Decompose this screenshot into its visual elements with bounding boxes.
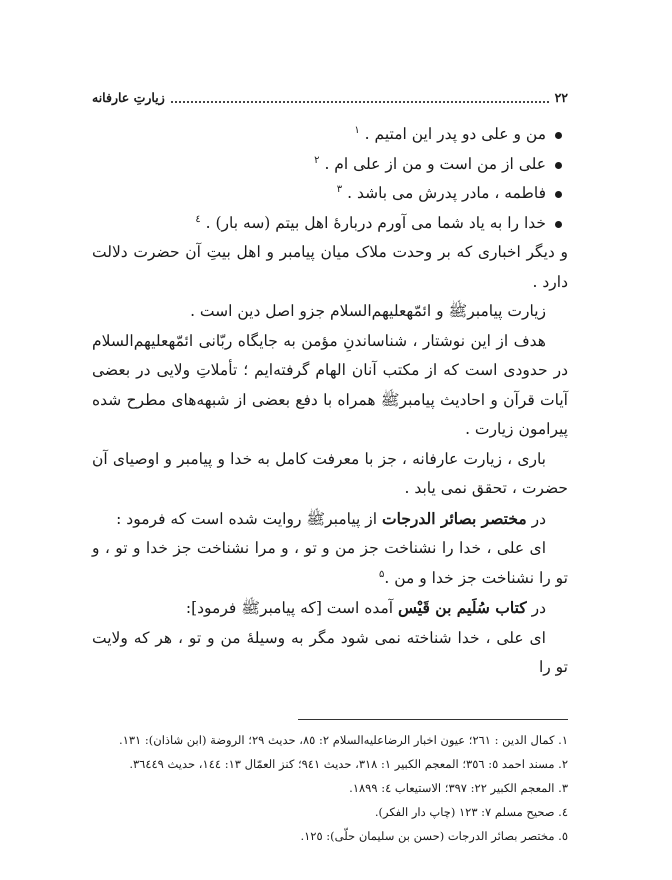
bullet-text: فاطمه ، مادر پدرش می باشد . <box>347 184 546 202</box>
paragraph: باری ، زیارت عارفانه ، جز با معرفت کامل به خدا و پیامبر و اوصیای آن حضرت ، تحقق نمی یابد . <box>92 449 568 497</box>
paragraph: زیارت پیامبرﷺ و ائمّهعليهم‌السلام جزو اصل دین است . <box>190 302 546 320</box>
running-header <box>92 86 568 108</box>
text-run: آمده است [که پیامبرﷺ فرمود]: <box>185 599 399 617</box>
footnote-ref: ۵ <box>379 568 385 580</box>
bullet-item <box>92 209 568 239</box>
footnote: ١. کمال الدین : ٢٦١؛ عیون اخبار الرضاعليه‌السلام ٢: ٨٥، حدیث ٢٩؛ الروضة (ابن شاذان): ١٣١. <box>119 732 568 747</box>
bullet-text: علی از من است و من از علی ام . <box>324 154 546 173</box>
running-title: زیارتِ عارفانه <box>92 89 165 105</box>
footnote: ٥. مختصر بصائر الدرجات (حسن بن سلیمان حلّی): ١٢٥. <box>300 828 568 843</box>
bullet-text: من و علی دو پدر این امتیم . <box>364 125 546 143</box>
bullet-text: خدا را به یاد شما می آورم دربارهٔ اهل بیتم (سه بار) . <box>205 213 546 232</box>
bullet-item <box>92 150 568 180</box>
book-title: کتاب سُلَیم بن قَیْس <box>398 598 527 617</box>
quote-text: ای علی ، خدا را نشناخت جز من و تو ، و مرا نشناخت جز خدا و تو ، و تو را نشناخت جز خدا و من . <box>92 539 568 587</box>
paragraph: هدف از این نوشتار ، شناساندنِ مؤمن به جایگاه ربّانی ائمّهعليهم‌السلام در حدودی است که از مکتب آنان الهام گرفته‌ایم ؛ تأملاتِ ولایی در بعضی آیات قرآن و احادیث پیامبرﷺ همراه با دفع بعضی از شبهه‌های مطرح شده پیرامون زیارت . <box>92 331 568 438</box>
paragraph: ای علی ، خدا شناخته نمی شود مگر به وسیلهٔ من و تو ، هر که ولایت تو را <box>92 628 568 676</box>
footnote-ref: ۳ <box>336 183 343 195</box>
footnotes <box>92 728 568 848</box>
footnote-ref: ۱ <box>354 124 360 136</box>
page-number: ۲۲ <box>554 89 568 105</box>
footnote-ref: ۲ <box>314 154 320 166</box>
text-run: در <box>526 509 546 528</box>
book-page <box>92 86 568 848</box>
footnote-ref: ٤ <box>195 213 201 225</box>
paragraph: و دیگر اخباری که بر وحدت ملاک میان پیامبر و اهل بیتِ آن حضرت دلالت دارد . <box>92 243 568 291</box>
footnote: ٣. المعجم الکبیر ٢٢: ٣٩٧؛ الاستیعاب ٤: ١٨٩٩. <box>349 780 568 795</box>
body-text <box>92 120 568 683</box>
footnote: ٤. صحیح مسلم ٧: ١٢٣ (چاپ دار الفکر). <box>374 804 568 819</box>
footnote-divider <box>298 719 568 720</box>
bullet-item <box>92 120 568 150</box>
text-run: در <box>526 599 546 617</box>
paragraph <box>92 593 568 624</box>
book-title: مختصر بصائر الدرجات <box>382 508 527 528</box>
paragraph <box>92 534 568 593</box>
header-dot-leader <box>171 92 549 103</box>
footnote: ٢. مسند احمد ٥: ٣٥٦؛ المعجم الکبیر ١: ٣١٨، حدیث ٩٤١؛ کنز العمّال ١٣: ١٤٤، حدیث ٣٦٤٤٩. <box>129 756 568 771</box>
text-run: از پیامبرﷺ روایت شده است که فرمود : <box>116 509 382 528</box>
paragraph <box>92 504 568 535</box>
bullet-item <box>92 179 568 209</box>
